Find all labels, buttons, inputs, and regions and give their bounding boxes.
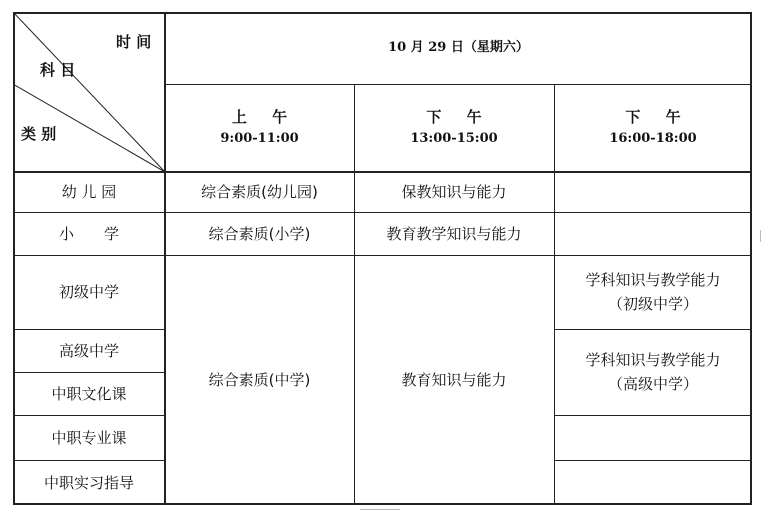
row-label-senior-high: 高级中学 [58, 341, 119, 360]
period-name: 下 午 [625, 108, 691, 126]
scan-artifact [760, 230, 761, 242]
secondary-afternoon-subject: 教育知识与能力 [401, 371, 507, 389]
exam-schedule-table [13, 12, 752, 505]
table-border [13, 12, 752, 505]
period-name: 上 午 [231, 108, 298, 126]
period-time: 13:00-15:00 [410, 131, 498, 146]
subject-level: （高级中学） [607, 375, 698, 393]
subject-line: 学科知识与教学能力 [585, 351, 721, 369]
subject-level: （初级中学） [607, 295, 698, 313]
subject-line: 学科知识与教学能力 [585, 271, 721, 289]
primary-morning-subject: 综合素质(小学) [208, 224, 311, 243]
row-label-primary: 小 学 [58, 224, 119, 243]
secondary-morning-subject: 综合素质(中学) [208, 371, 311, 389]
period-time: 9:00-11:00 [220, 131, 299, 146]
row-label-vocational-practice: 中职实习指导 [43, 473, 134, 492]
row-label-vocational-specialty: 中职专业课 [51, 428, 127, 447]
corner-time-label: 时 间 [116, 33, 152, 51]
kindergarten-morning-subject: 综合素质(幼儿园) [201, 183, 318, 201]
scan-artifact [360, 509, 400, 510]
corner-subject-label: 科 目 [40, 61, 76, 79]
row-label-kindergarten: 幼 儿 园 [61, 183, 117, 201]
period-name: 下 午 [426, 108, 492, 126]
period-time: 16:00-18:00 [609, 131, 697, 146]
date-header: 10 月 29 日（星期六） [388, 40, 529, 55]
row-label-vocational-culture: 中职文化课 [51, 384, 127, 403]
corner-category-label: 类 别 [21, 125, 57, 143]
kindergarten-afternoon-subject: 保教知识与能力 [401, 183, 507, 201]
primary-afternoon-subject: 教育教学知识与能力 [386, 224, 522, 243]
row-label-junior-high: 初级中学 [58, 283, 119, 301]
